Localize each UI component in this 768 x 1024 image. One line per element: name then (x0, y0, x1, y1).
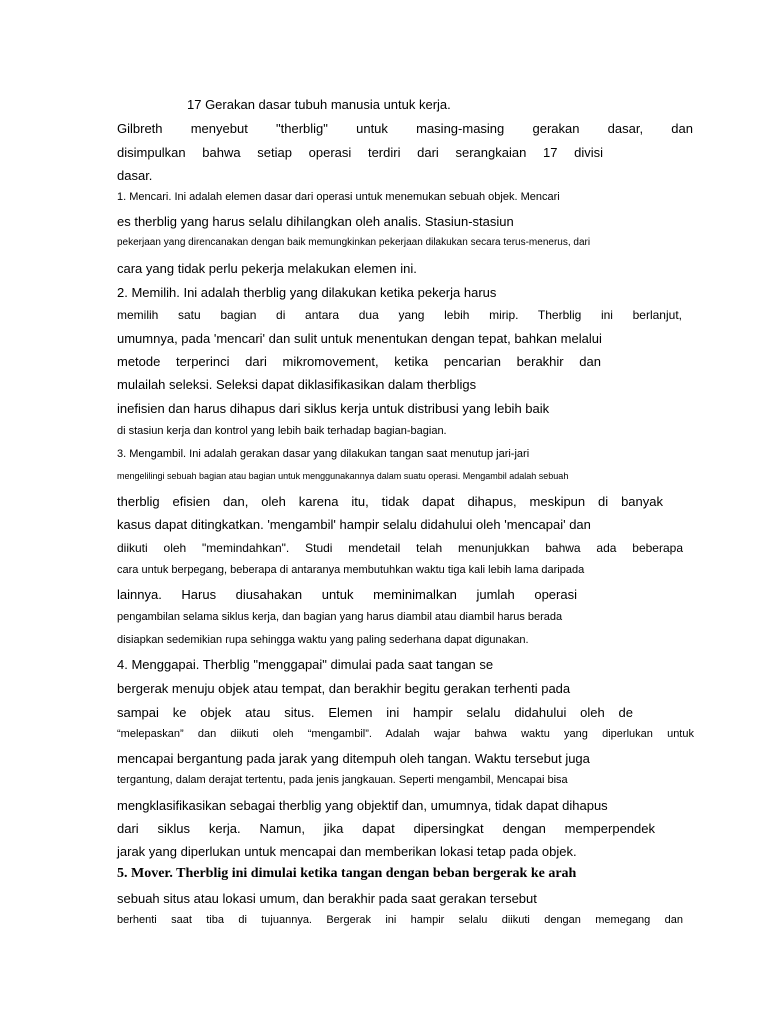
text-line: pengambilan selama siklus kerja, dan bagian yang harus diambil atau diambil harus berada (117, 611, 563, 623)
text-line: mencapai bergantung pada jarak yang ditempuh oleh tangan. Waktu tersebut juga (117, 751, 590, 766)
text-line: 2. Memilih. Ini adalah therblig yang dilakukan ketika pekerja harus (117, 285, 497, 300)
text-line: cara untuk berpegang, beberapa di antaranya membutuhkan waktu tiga kali lebih lama daripada (117, 564, 585, 576)
text-line: 4. Menggapai. Therblig "menggapai" dimulai pada saat tangan se (117, 657, 494, 672)
text-line: 3. Mengambil. Ini adalah gerakan dasar yang dilakukan tangan saat menutup jari-jari (117, 448, 530, 460)
text-line: dari siklus kerja. Namun, jika dapat dipersingkat dengan memperpendek (117, 821, 655, 836)
text-line: umumnya, pada 'mencari' dan sulit untuk menentukan dengan tepat, bahkan melalui (117, 331, 602, 346)
text-line: kasus dapat ditingkatkan. 'mengambil' hampir selalu didahului oleh 'mencapai' dan (117, 517, 591, 532)
text-line: es therblig yang harus selalu dihilangkan oleh analis. Stasiun-stasiun (117, 214, 514, 229)
text-line: metode terperinci dari mikromovement, ketika pencarian berakhir dan (117, 354, 601, 369)
text-line: sampai ke objek atau situs. Elemen ini hampir selalu didahului oleh de (117, 705, 633, 720)
text-line: sebuah situs atau lokasi umum, dan berakhir pada saat gerakan tersebut (117, 891, 537, 906)
document-title: 17 Gerakan dasar tubuh manusia untuk kerja. (187, 97, 451, 112)
text-line: bergerak menuju objek atau tempat, dan berakhir begitu gerakan terhenti pada (117, 681, 571, 696)
text-line: dasar. (117, 168, 153, 183)
text-line: mengelilingi sebuah bagian atau bagian untuk menggunakannya dalam suatu operasi. Mengambil adalah sebuah (117, 471, 569, 481)
text-line: “melepaskan” dan diikuti oleh “mengambil”. Adalah wajar bahwa waktu yang diperlukan untuk (117, 728, 694, 740)
text-line: pekerjaan yang direncanakan dengan baik memungkinkan pekerjaan dilakukan secara terus-menerus, dari (117, 237, 591, 248)
text-line: disimpulkan bahwa setiap operasi terdiri dari serangkaian 17 divisi (117, 145, 603, 160)
text-line: disiapkan sedemikian rupa sehingga waktu yang paling sederhana dapat digunakan. (117, 634, 529, 646)
text-line: berhenti saat tiba di tujuannya. Bergerak ini hampir selalu diikuti dengan memegang dan (117, 914, 683, 926)
text-line: mengklasifikasikan sebagai therblig yang objektif dan, umumnya, tidak dapat dihapus (117, 798, 608, 813)
text-line: diikuti oleh "memindahkan". Studi mendetail telah menunjukkan bahwa ada beberapa (117, 541, 683, 555)
text-line: memilih satu bagian di antara dua yang lebih mirip. Therblig ini berlanjut, (117, 308, 682, 322)
text-line: tergantung, dalam derajat tertentu, pada jenis jangkauan. Seperti mengambil, Mencapai bisa (117, 774, 568, 786)
text-line: cara yang tidak perlu pekerja melakukan elemen ini. (117, 261, 417, 276)
text-line: lainnya. Harus diusahakan untuk meminimalkan jumlah operasi (117, 587, 577, 602)
text-line: di stasiun kerja dan kontrol yang lebih baik terhadap bagian-bagian. (117, 425, 447, 437)
text-line: inefisien dan harus dihapus dari siklus kerja untuk distribusi yang lebih baik (117, 401, 550, 416)
text-line: 1. Mencari. Ini adalah elemen dasar dari operasi untuk menemukan sebuah objek. Mencari (117, 191, 560, 203)
text-line: Gilbreth menyebut "therblig" untuk masing-masing gerakan dasar, dan (117, 121, 693, 136)
text-line-bold: 5. Mover. Therblig ini dimulai ketika tangan dengan beban bergerak ke arah (117, 866, 577, 881)
text-line: jarak yang diperlukan untuk mencapai dan memberikan lokasi tetap pada objek. (117, 844, 577, 859)
text-line: therblig efisien dan, oleh karena itu, tidak dapat dihapus, meskipun di banyak (117, 494, 663, 509)
text-line: mulailah seleksi. Seleksi dapat diklasifikasikan dalam therbligs (117, 377, 477, 392)
